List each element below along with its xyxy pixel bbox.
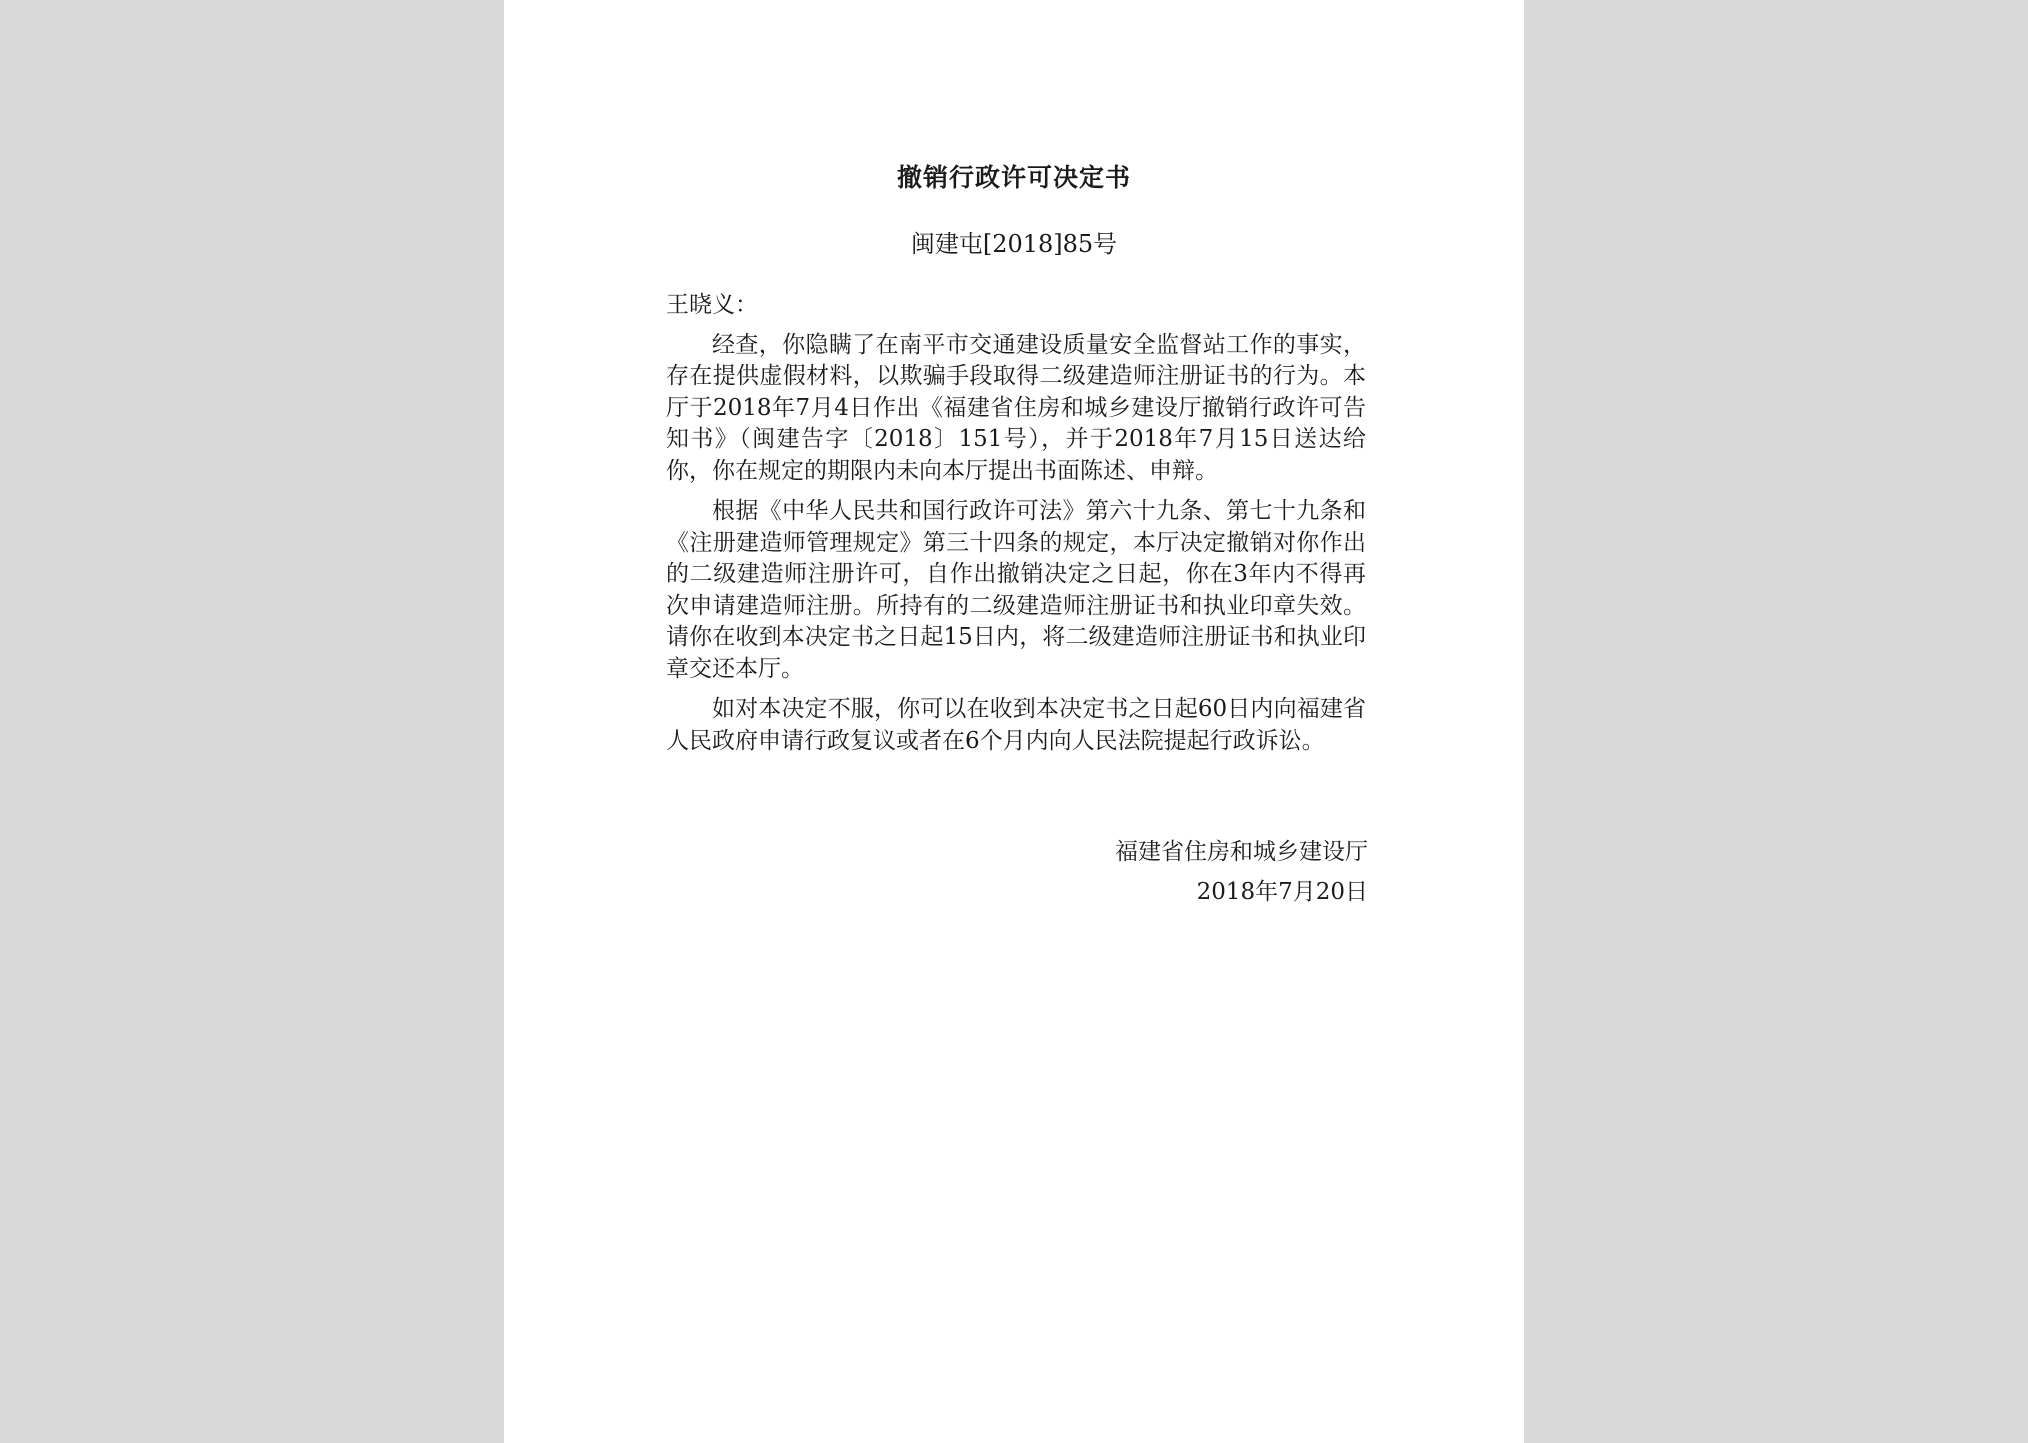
document-body bbox=[666, 290, 1366, 766]
salutation: 王晓义： bbox=[666, 292, 758, 318]
paragraph-facts: 经查，你隐瞒了在南平市交通建设质量安全监督站工作的事实，存在提供虚假材料，以欺骗手段取得二级建造师注册证书的行为。本厅于2018年7月4日作出《福建省住房和城乡建设厅撤销行政许可告知书》（闽建告字〔2018〕151号），并于2018年7月15日送达给你，你在规定的期限内未向本厅提出书面陈述、申辩。 bbox=[666, 331, 1366, 484]
document-title: 撤销行政许可决定书 bbox=[896, 163, 1131, 192]
paragraph-decision: 根据《中华人民共和国行政许可法》第六十九条、第七十九条和《注册建造师管理规定》第三十四条的规定，本厅决定撤销对你作出的二级建造师注册许可，自作出撤销决定之日起，你在3年内不得再次申请建造师注册。所持有的二级建造师注册证书和执业印章失效。请你在收到本决定书之日起15日内，将二级建造师注册证书和执业印章交还本厅。 bbox=[666, 498, 1366, 682]
document-number: 闽建屯[2018]85号 bbox=[910, 230, 1118, 258]
issuing-organization: 福建省住房和城乡建设厅 bbox=[1115, 839, 1368, 865]
document-page bbox=[504, 0, 1524, 1443]
paragraph-appeal: 如对本决定不服，你可以在收到本决定书之日起60日内向福建省人民政府申请行政复议或者在6个月内向人民法院提起行政诉讼。 bbox=[666, 696, 1366, 754]
signature-block bbox=[666, 832, 1368, 912]
issue-date: 2018年7月20日 bbox=[1196, 879, 1368, 905]
